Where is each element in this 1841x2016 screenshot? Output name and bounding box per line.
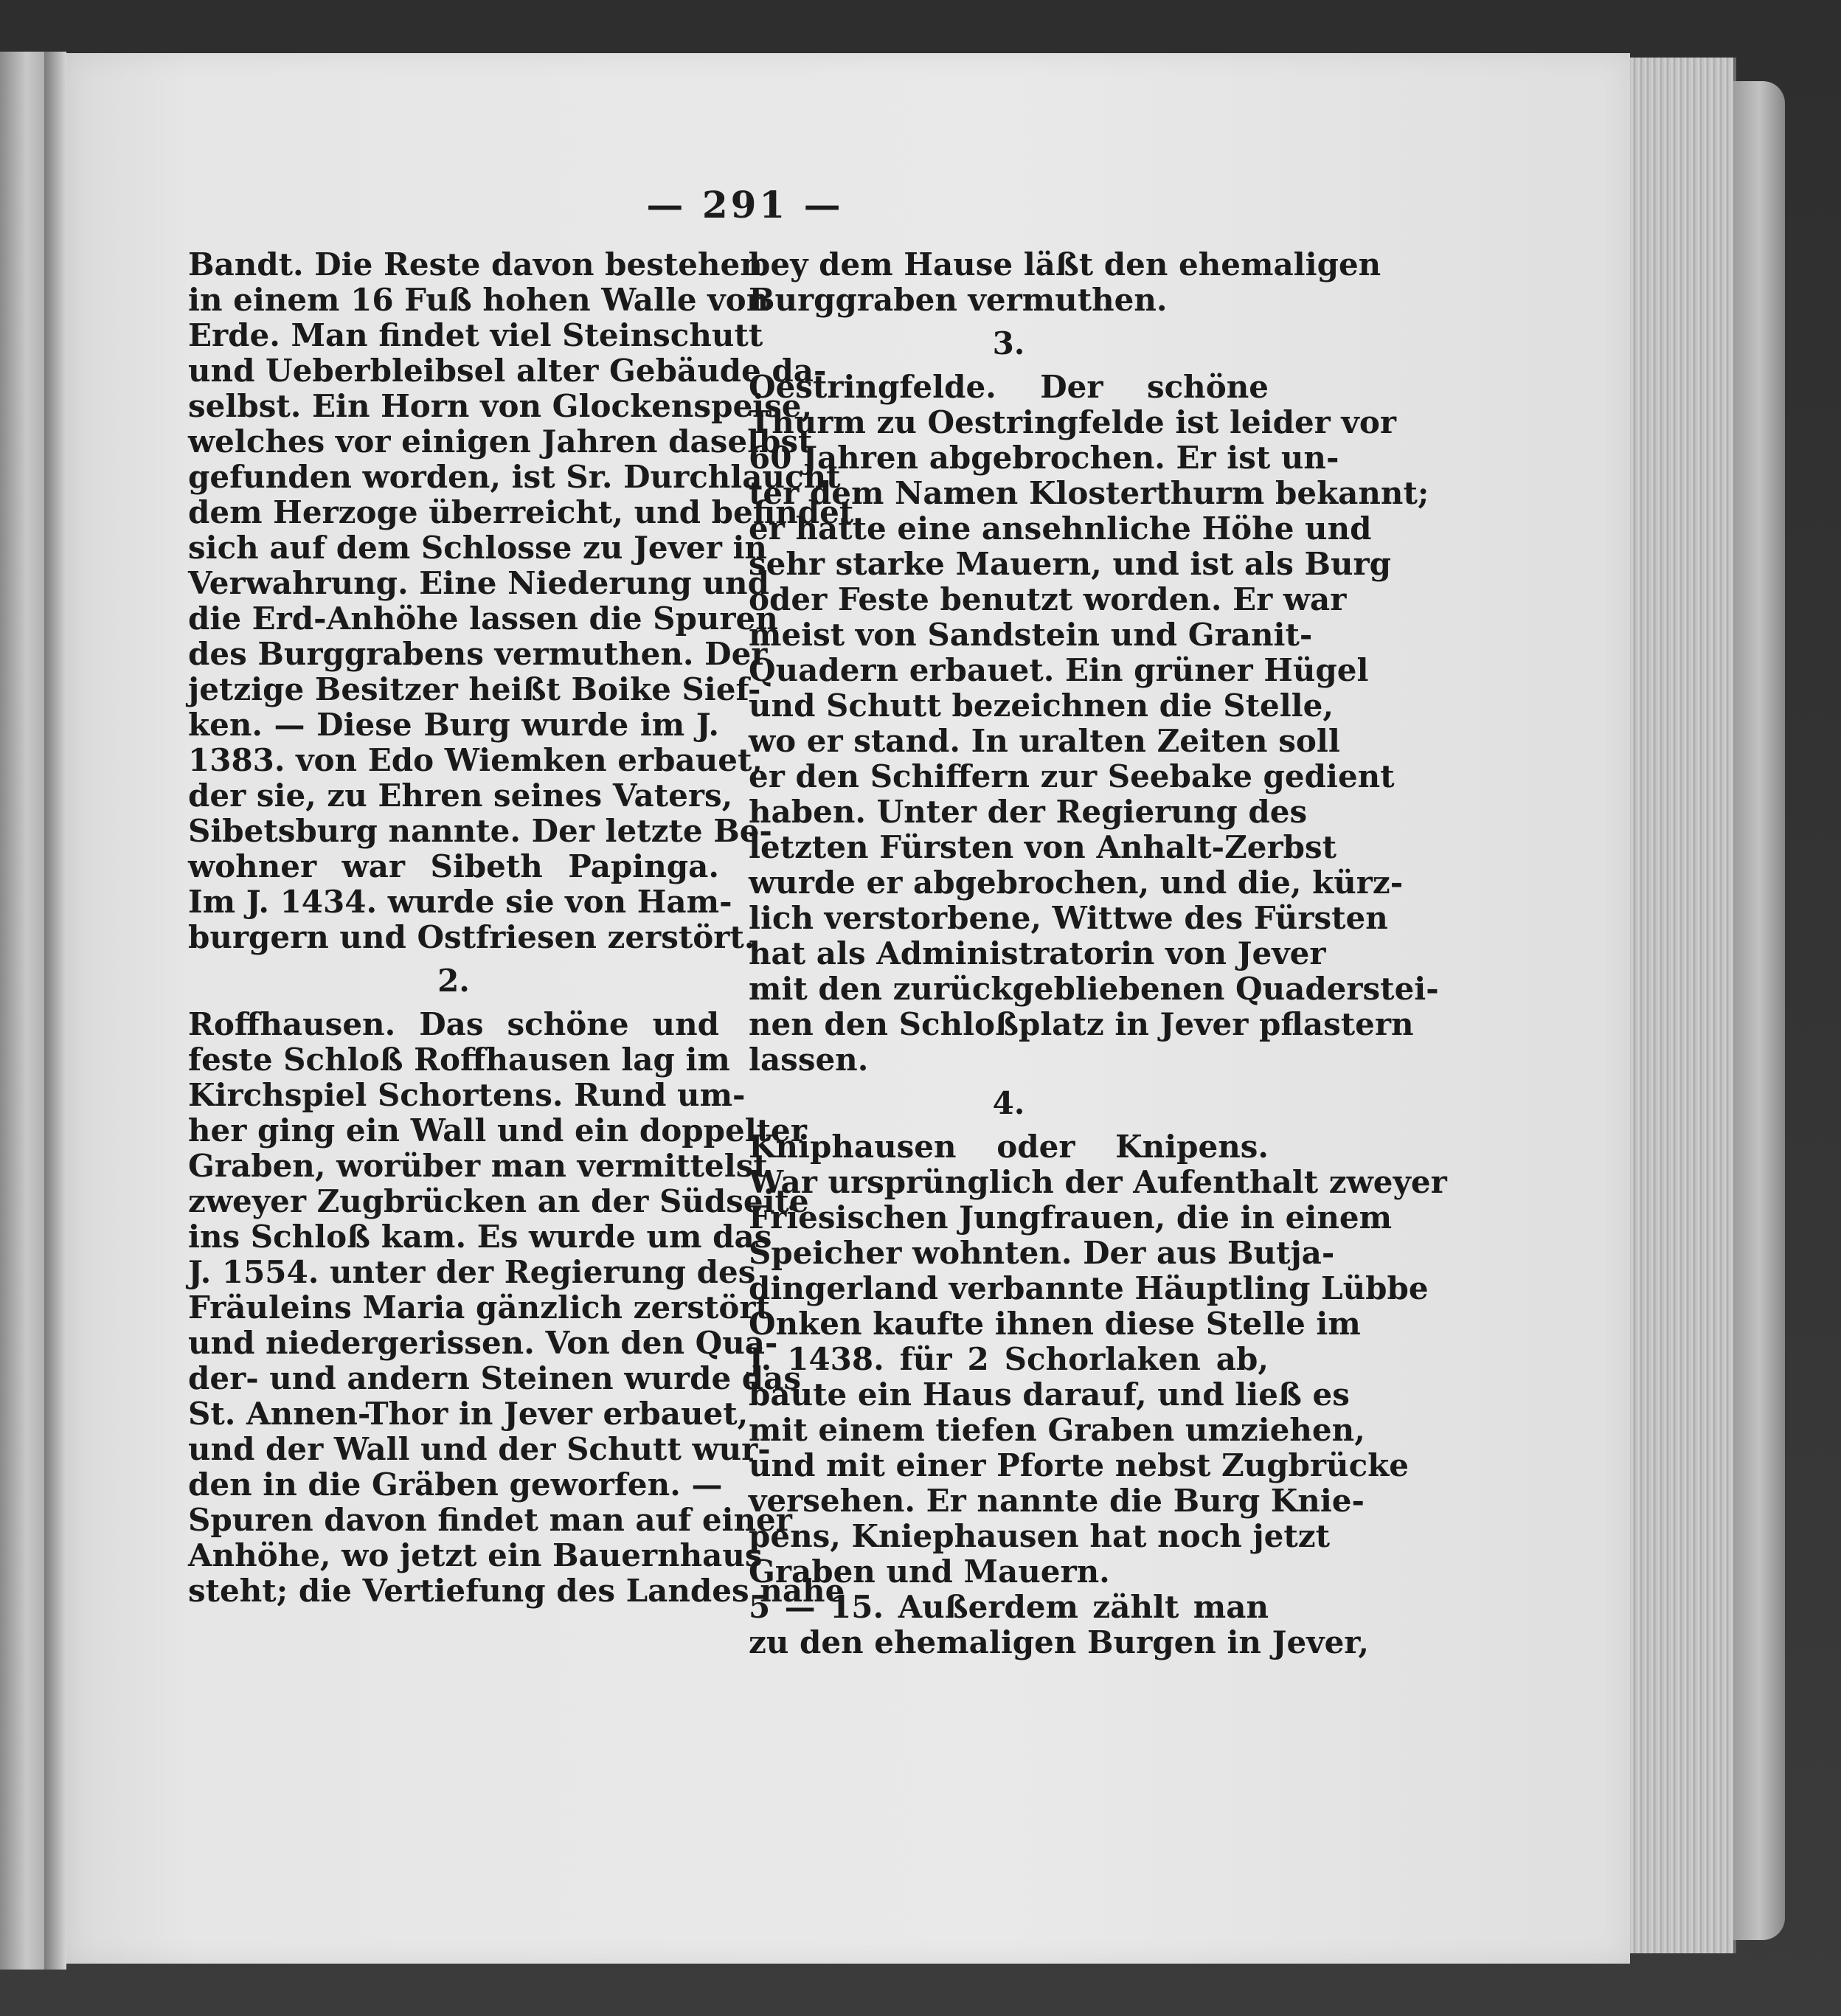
text-line: der- und andern Steinen wurde das (188, 1360, 802, 1396)
text-line: mit den zurückgebliebenen Quaderstei- (749, 971, 1439, 1007)
text-line: sehr starke Mauern, und ist als Burg (749, 546, 1392, 582)
text-line: Oestringfelde. Der schöne (749, 369, 1269, 405)
section-number-3: 3. (992, 325, 1025, 361)
text-line: steht; die Vertiefung des Landes nahe (188, 1573, 845, 1609)
text-line: dem Herzoge überreicht, und befindet (188, 494, 854, 530)
text-line: Im J. 1434. wurde sie von Ham- (188, 884, 732, 920)
text-line: haben. Unter der Regierung des (749, 794, 1308, 830)
text-line: ken. — Diese Burg wurde im J. (188, 707, 719, 743)
text-line: Sibetsburg nannte. Der letzte Be- (188, 813, 772, 849)
left-paragraph-1 (188, 246, 854, 955)
text-line: wurde er abgebrochen, und die, kürz- (749, 865, 1404, 901)
text-line: 5 — 15. Außerdem zählt man (749, 1589, 1269, 1625)
page-number: — 291 — (646, 183, 844, 226)
right-paragraph-3 (749, 369, 1439, 1078)
text-line: zweyer Zugbrücken an der Südseite (188, 1183, 809, 1219)
text-line: Friesischen Jungfrauen, die in einem (749, 1199, 1393, 1236)
text-line: War ursprünglich der Aufenthalt zweyer (749, 1164, 1447, 1200)
text-line: 60 Jahren abgebrochen. Er ist un- (749, 440, 1339, 476)
text-line: lassen. (749, 1042, 869, 1078)
text-line: Onken kaufte ihnen diese Stelle im (749, 1306, 1361, 1342)
right-paragraph-1 (749, 246, 1381, 318)
book-cover-edge (1733, 81, 1785, 1940)
text-line: die Erd-Anhöhe lassen die Spuren (188, 600, 778, 637)
text-line: wohner war Sibeth Papinga. (188, 848, 719, 884)
text-line: Kirchspiel Schortens. Rund um- (188, 1077, 746, 1113)
page-stack-edge (1630, 58, 1736, 1953)
text-line: welches vor einigen Jahren daselbst (188, 423, 813, 460)
text-line: und der Wall und der Schutt wur- (188, 1431, 771, 1467)
text-line: baute ein Haus darauf, und ließ es (749, 1376, 1350, 1413)
text-line: feste Schloß Roffhausen lag im (188, 1042, 730, 1078)
text-line: Graben und Mauern. (749, 1553, 1110, 1590)
text-line: und mit einer Pforte nebst Zugbrücke (749, 1447, 1409, 1483)
text-line: pens, Kniephausen hat noch jetzt (749, 1518, 1331, 1554)
text-line: letzten Fürsten von Anhalt-Zerbst (749, 829, 1337, 865)
text-line: sich auf dem Schlosse zu Jever in (188, 530, 767, 566)
text-line: mit einem tiefen Graben umziehen, (749, 1412, 1365, 1448)
text-line: Quadern erbauet. Ein grüner Hügel (749, 652, 1369, 688)
text-line: zu den ehemaligen Burgen in Jever, (749, 1624, 1369, 1660)
text-line: hat als Administratorin von Jever (749, 935, 1326, 971)
text-line: und Ueberbleibsel alter Gebäude da- (188, 353, 827, 389)
text-line: bey dem Hause läßt den ehemaligen (749, 246, 1381, 283)
text-line: Kniphausen oder Knipens. (749, 1129, 1269, 1165)
text-line: Graben, worüber man vermittelst (188, 1148, 768, 1184)
left-page-edge (0, 52, 44, 1970)
text-line: Burggraben vermuthen. (749, 282, 1168, 318)
text-line: und Schutt bezeichnen die Stelle, (749, 687, 1334, 724)
text-line: burgern und Ostfriesen zerstört. (188, 919, 755, 955)
text-line: Spuren davon findet man auf einer (188, 1502, 792, 1538)
right-paragraph-4 (749, 1129, 1447, 1660)
left-text-column (188, 246, 854, 1609)
text-line: Erde. Man findet viel Steinschutt (188, 317, 763, 353)
text-line: oder Feste benutzt worden. Er war (749, 581, 1347, 617)
text-line: her ging ein Wall und ein doppelter (188, 1112, 807, 1149)
text-line: versehen. Er nannte die Burg Knie- (749, 1483, 1365, 1519)
text-line: 1383. von Edo Wiemken erbauet, (188, 742, 763, 778)
text-line: der sie, zu Ehren seines Vaters, (188, 777, 733, 814)
text-line: Bandt. Die Reste davon bestehen (188, 246, 763, 283)
text-line: und niedergerissen. Von den Qua- (188, 1325, 778, 1361)
section-number-2: 2. (437, 963, 470, 999)
book-gutter (44, 52, 66, 1970)
text-line: J. 1554. unter der Regierung des (188, 1254, 756, 1290)
text-line: meist von Sandstein und Granit- (749, 617, 1313, 653)
right-text-column (749, 246, 1447, 1660)
text-line: er den Schiffern zur Seebake gedient (749, 758, 1395, 794)
text-line: selbst. Ein Horn von Glockenspeise, (188, 388, 813, 424)
text-line: Anhöhe, wo jetzt ein Bauernhaus (188, 1537, 763, 1573)
text-line: in einem 16 Fuß hohen Walle von (188, 282, 769, 318)
text-line: Thurm zu Oestringfelde ist leider vor (749, 404, 1396, 440)
text-line: ter dem Namen Klosterthurm bekannt; (749, 475, 1429, 511)
text-line: Roffhausen. Das schöne und (188, 1006, 719, 1042)
section-number-4: 4. (992, 1085, 1025, 1121)
text-line: des Burggrabens vermuthen. Der (188, 636, 768, 672)
text-line: lich verstorbene, Wittwe des Fürsten (749, 900, 1388, 936)
text-line: St. Annen-Thor in Jever erbauet, (188, 1396, 749, 1432)
text-line: Fräuleins Maria gänzlich zerstört (188, 1289, 770, 1326)
text-line: ins Schloß kam. Es wurde um das (188, 1219, 772, 1255)
text-line: er hatte eine ansehnliche Höhe und (749, 510, 1372, 547)
text-line: Speicher wohnten. Der aus Butja- (749, 1235, 1335, 1271)
text-line: gefunden worden, ist Sr. Durchlaucht (188, 459, 841, 495)
text-line: jetzige Besitzer heißt Boike Sief- (188, 671, 761, 707)
text-line: den in die Gräben geworfen. — (188, 1466, 723, 1503)
text-line: nen den Schloßplatz in Jever pflastern (749, 1006, 1414, 1042)
text-line: wo er stand. In uralten Zeiten soll (749, 723, 1340, 759)
text-line: J. 1438. für 2 Schorlaken ab, (749, 1341, 1269, 1377)
text-line: Verwahrung. Eine Niederung und (188, 565, 769, 601)
text-line: dingerland verbannte Häuptling Lübbe (749, 1270, 1429, 1306)
